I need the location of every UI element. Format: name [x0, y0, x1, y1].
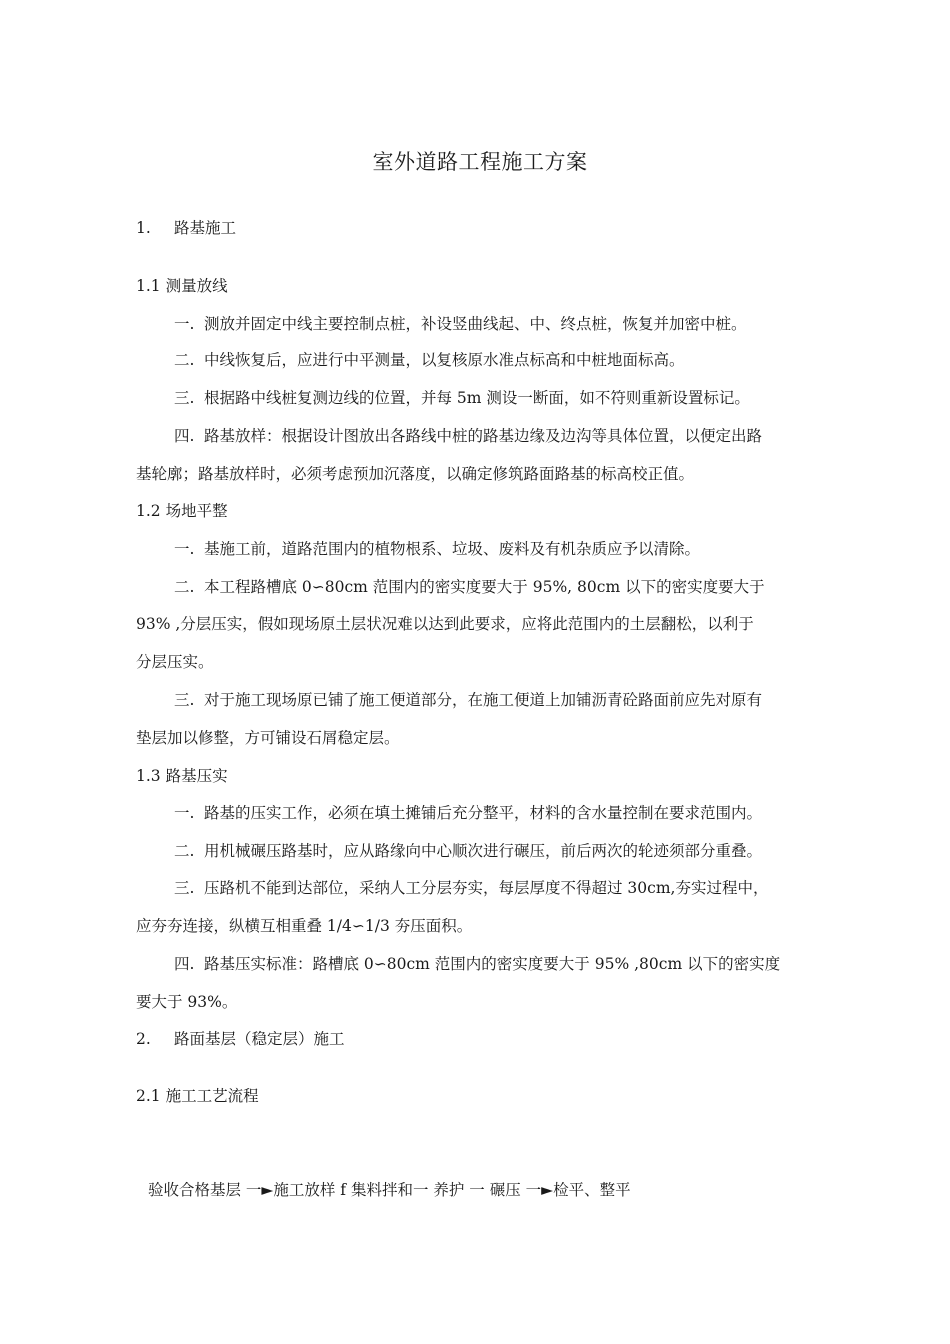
item-number: 三.: [174, 389, 195, 407]
item-text: 压路机不能到达部位，采纳人工分层夯实，每层厚度不得超过 30cm,夯实过程中，: [204, 879, 769, 897]
item-number: 二.: [174, 842, 195, 860]
item-text: 用机械碾压路基时，应从路缘向中心顺次进行碾压，前后两次的轮迹须部分重叠。: [204, 842, 763, 860]
item-number: 二.: [174, 351, 195, 369]
item-text: 测放并固定中线主要控制点桩，补设竖曲线起、中、终点桩，恢复并加密中桩。: [204, 315, 747, 333]
item-number: 四.: [174, 427, 195, 445]
item-number: 四.: [174, 955, 195, 973]
paragraph: [174, 575, 834, 597]
subsection-heading: 1.2 场地平整: [136, 502, 228, 520]
paragraph-continuation: 93% ,分层压实，假如现场原土层状况难以达到此要求，应将此范围内的土层翻松，以利于: [136, 615, 754, 633]
section-heading: [136, 216, 836, 238]
item-text: 基施工前，道路范围内的植物根系、垃圾、废料及有机杂质应予以清除。: [204, 540, 701, 558]
item-number: 一.: [174, 804, 195, 822]
item-number: 一.: [174, 540, 195, 558]
page-title: 室外道路工程施工方案: [372, 150, 588, 174]
subsection-heading: 1.3 路基压实: [136, 767, 228, 785]
paragraph: [174, 537, 834, 559]
paragraph: [174, 348, 834, 370]
item-text: 中线恢复后，应进行中平测量，以复核原水准点标高和中桩地面标高。: [204, 351, 685, 369]
paragraph: [174, 952, 834, 974]
paragraph-continuation: 应夯夯连接，纵横互相重叠 1/4∽1/3 夯压面积。: [136, 917, 473, 935]
paragraph-continuation: 要大于 93%。: [136, 993, 238, 1011]
section-label: 路基施工: [174, 219, 237, 237]
paragraph: [174, 839, 834, 861]
paragraph-continuation: 垫层加以修整，方可铺设石屑稳定层。: [136, 729, 400, 747]
item-text: 路基压实标准：路槽底 0∽80cm 范围内的密实度要大于 95% ,80cm 以下的密实度: [204, 955, 781, 973]
section-number: 1.: [136, 219, 151, 237]
section-label: 路面基层（稳定层）施工: [174, 1030, 345, 1048]
item-text: 本工程路槽底 0∽80cm 范围内的密实度要大于 95%, 80cm 以下的密实度要大于: [204, 578, 765, 596]
item-number: 三.: [174, 879, 195, 897]
item-number: 三.: [174, 691, 195, 709]
paragraph-continuation: 基轮廓；路基放样时，必须考虑预加沉落度，以确定修筑路面路基的标高校正值。: [136, 465, 695, 483]
item-text: 根据路中线桩复测边线的位置，并每 5m 测设一断面，如不符则重新设置标记。: [204, 389, 750, 407]
section-heading: [136, 1027, 836, 1049]
item-number: 二.: [174, 578, 195, 596]
item-text: 路基的压实工作，必须在填土摊铺后充分整平，材料的含水量控制在要求范围内。: [204, 804, 763, 822]
paragraph: [174, 386, 834, 408]
paragraph: [174, 876, 834, 898]
section-number: 2.: [136, 1030, 151, 1048]
item-text: 对于施工现场原已铺了施工便道部分，在施工便道上加铺沥青砼路面前应先对原有: [204, 691, 763, 709]
subsection-heading: 1.1 测量放线: [136, 277, 228, 295]
paragraph: [174, 312, 834, 334]
paragraph-continuation: 分层压实。: [136, 653, 214, 671]
item-text: 路基放样：根据设计图放出各路线中桩的路基边缘及边沟等具体位置，以便定出路: [204, 427, 763, 445]
paragraph: [174, 424, 834, 446]
item-number: 一.: [174, 315, 195, 333]
subsection-heading: 2.1 施工工艺流程: [136, 1087, 259, 1105]
process-flow: 验收合格基层 一►施工放样 f 集料拌和一 养护 一 碾压 一►检平、整平: [148, 1181, 631, 1199]
paragraph: [174, 688, 834, 710]
paragraph: [174, 801, 834, 823]
